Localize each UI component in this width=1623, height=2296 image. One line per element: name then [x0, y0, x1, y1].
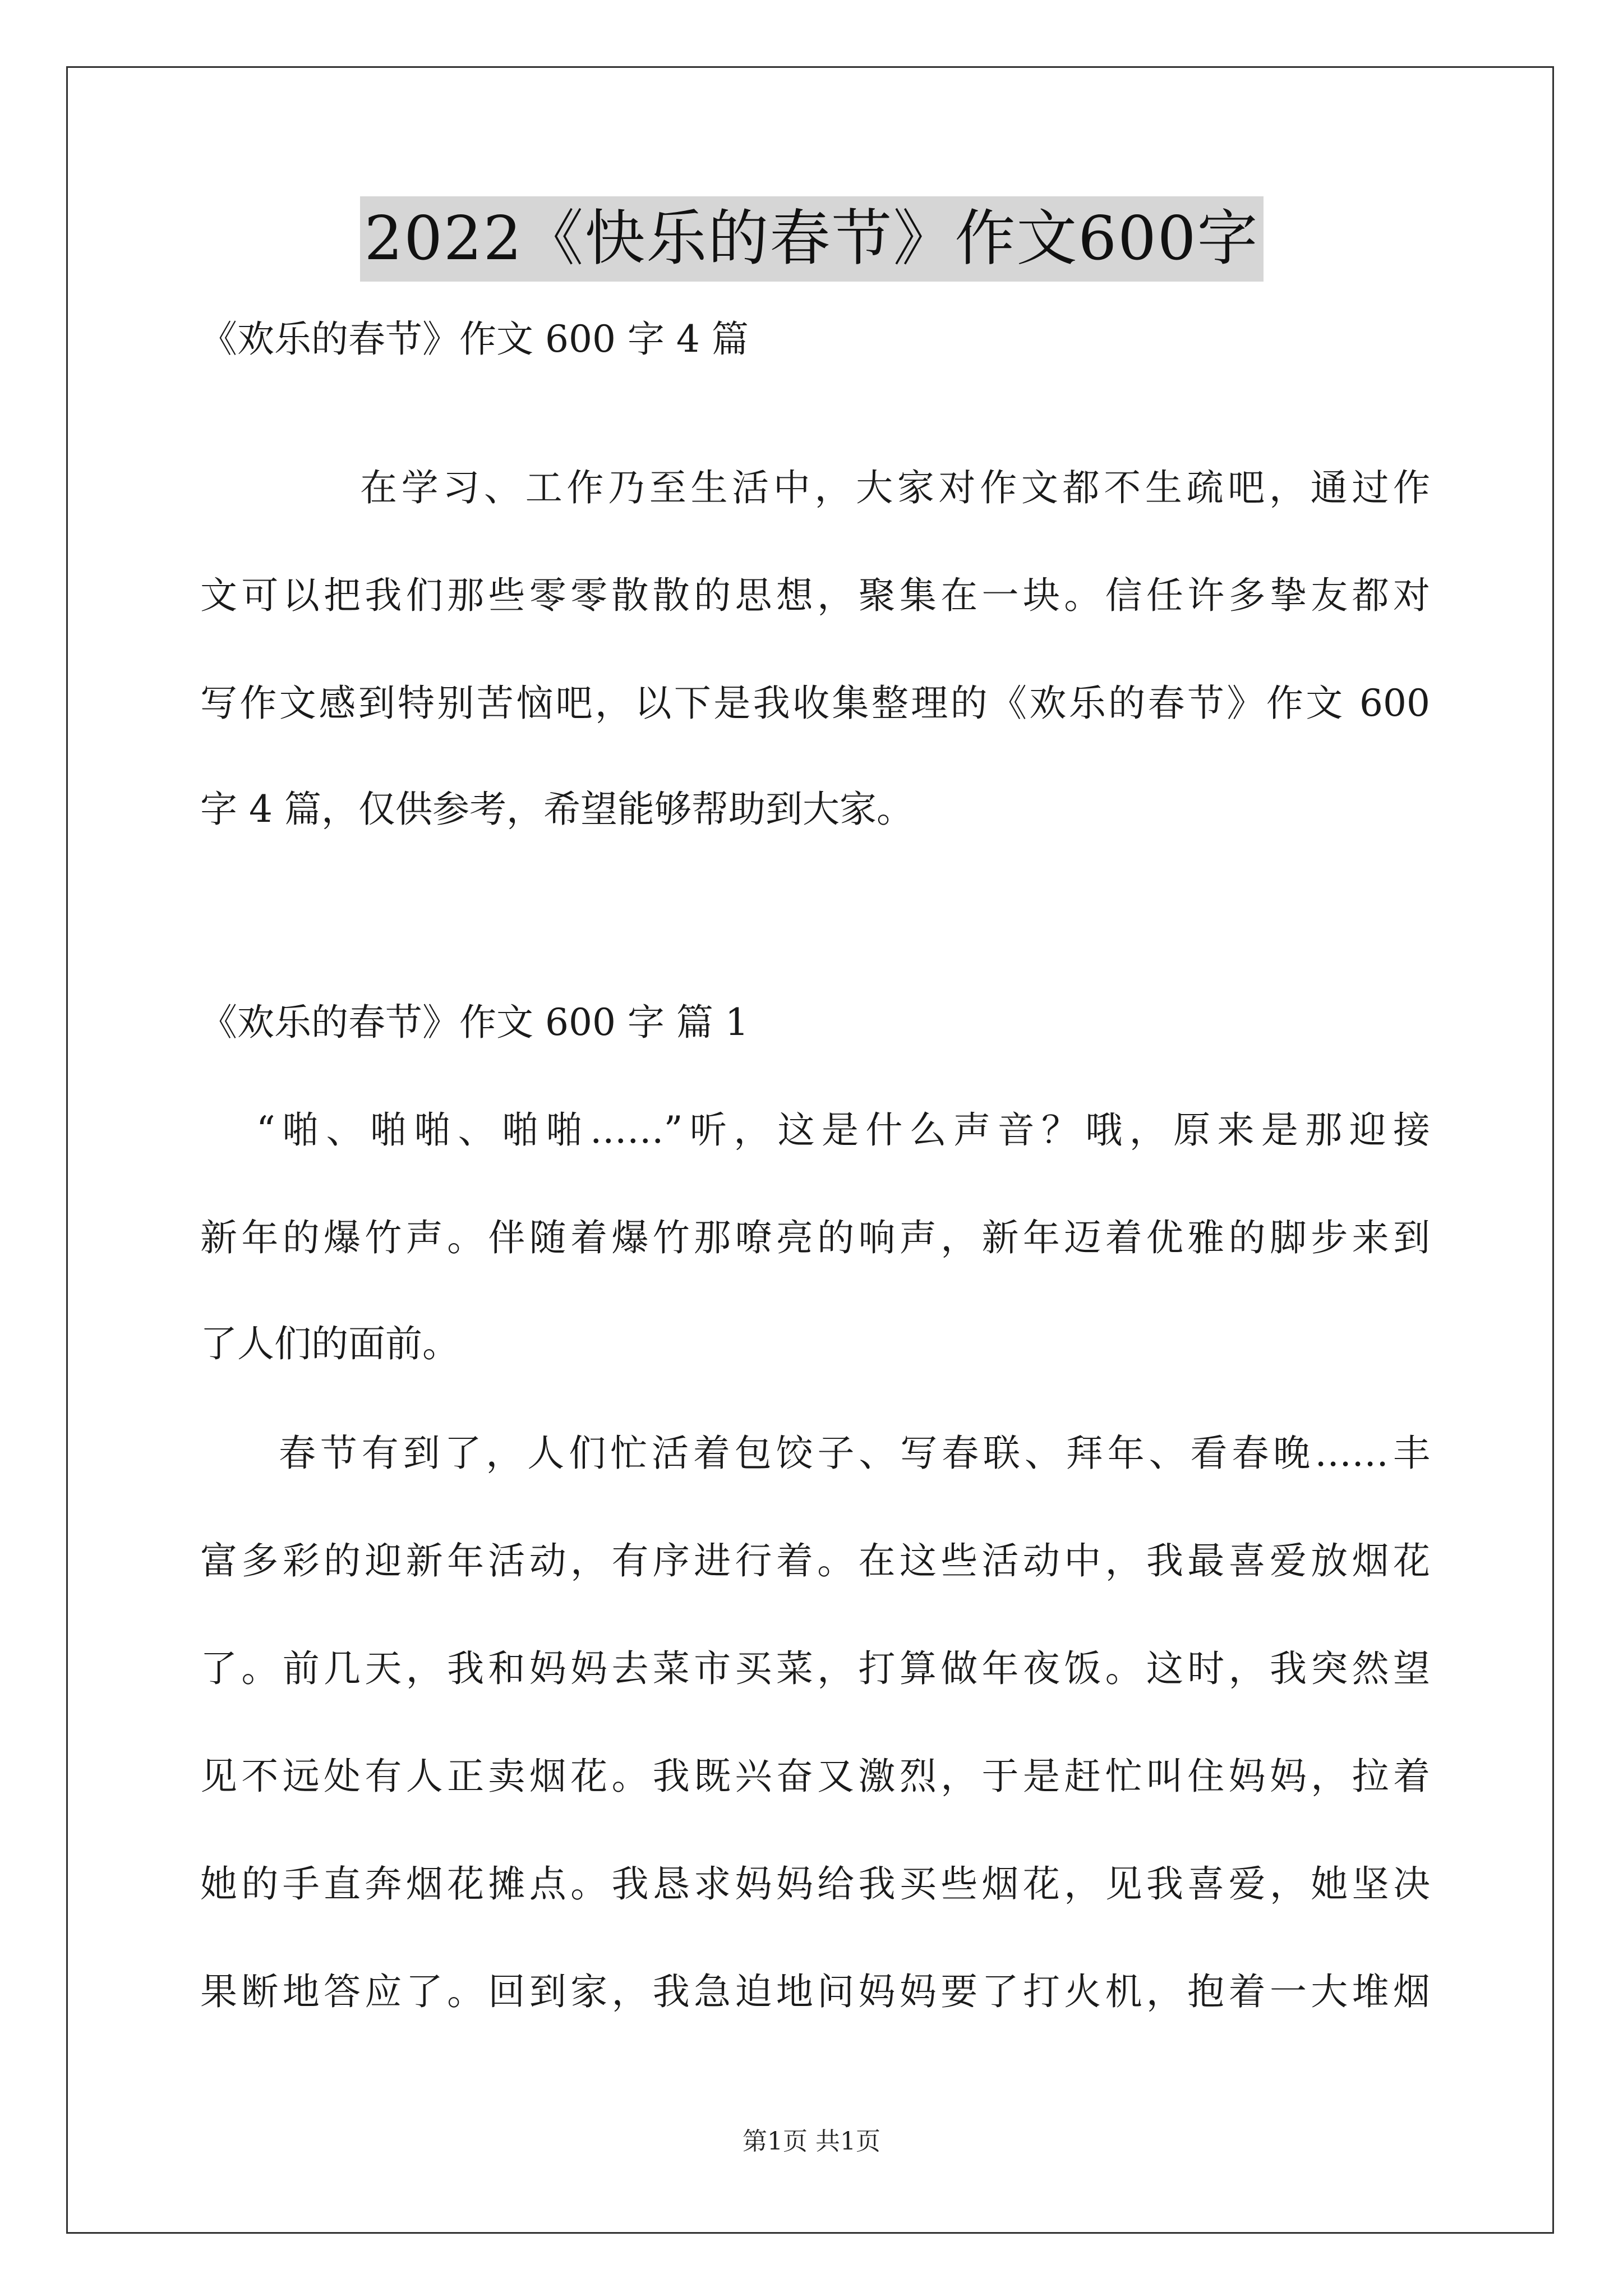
intro-heading: 《欢乐的春节》作文 600 字 4 篇	[200, 318, 749, 361]
page-footer: 第1页 共1页	[743, 2127, 880, 2156]
para2-line-5: 她的手直奔烟花摊点。我恳求妈妈给我买些烟花，见我喜爱，她坚决	[200, 1862, 1430, 1906]
document-title: 2022《快乐的春节》作文600字	[360, 196, 1264, 282]
para1-line-3: 了人们的面前。	[200, 1322, 459, 1365]
intro-line-1: 在学习、工作乃至生活中，大家对作文都不生疏吧，通过作	[360, 466, 1430, 509]
para1-line-1: “啪、啪啪、啪啪……”听，这是什么声音？哦，原来是那迎接	[256, 1108, 1430, 1152]
intro-line-3: 写作文感到特别苦恼吧，以下是我收集整理的《欢乐的春节》作文 600	[200, 682, 1430, 725]
section-heading: 《欢乐的春节》作文 600 字 篇 1	[200, 1001, 749, 1044]
para2-line-4: 见不远处有人正卖烟花。我既兴奋又激烈，于是赶忙叫住妈妈，拉着	[200, 1755, 1430, 1798]
para2-line-1: 春节有到了，人们忙活着包饺子、写春联、拜年、看春晚……丰	[279, 1432, 1430, 1475]
intro-line-2: 文可以把我们那些零零散散的思想，聚集在一块。信任许多挚友都对	[200, 574, 1430, 617]
title-container	[0, 196, 1623, 282]
para2-line-2: 富多彩的迎新年活动，有序进行着。在这些活动中，我最喜爱放烟花	[200, 1539, 1430, 1582]
para2-line-3: 了。前几天，我和妈妈去菜市买菜，打算做年夜饭。这时，我突然望	[200, 1647, 1430, 1690]
para1-line-2: 新年的爆竹声。伴随着爆竹那嘹亮的响声，新年迈着优雅的脚步来到	[200, 1216, 1430, 1259]
intro-line-4: 字 4 篇，仅供参考，希望能够帮助到大家。	[200, 788, 914, 831]
para2-line-6: 果断地答应了。回到家，我急迫地问妈妈要了打火机，抱着一大堆烟	[200, 1970, 1430, 2013]
